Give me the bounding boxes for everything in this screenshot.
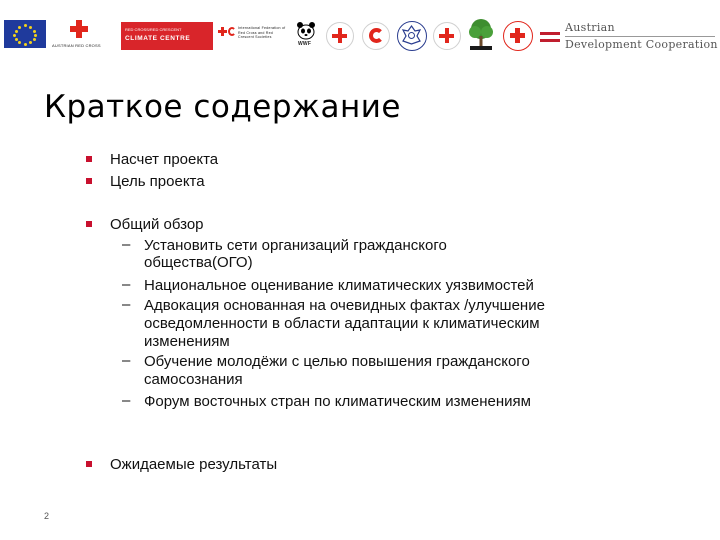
sub-bullet-dash: – (122, 392, 131, 409)
austrian-dev-line1: Austrian (565, 21, 615, 34)
bullet-item: Насчет проекта (110, 151, 219, 168)
sub-bullet-line: самосознания (144, 371, 243, 388)
sub-bullet-line: Установить сети организаций гражданского (144, 237, 447, 254)
sub-bullet-dash: – (122, 276, 131, 293)
austrian-dev-line2: Development Cooperation (565, 38, 718, 51)
ifrc-caption: International Federation of Red Cross and Red Crescent Societies (238, 26, 286, 39)
austrian-red-cross-caption: AUSTRIAN RED CROSS (52, 43, 101, 48)
sub-bullet-line: осведомленности в области адаптации к климатическим (144, 315, 540, 332)
bullet-marker (86, 221, 92, 227)
climate-centre-title: CLIMATE CENTRE (125, 35, 191, 42)
wwf-caption: WWF (298, 41, 312, 47)
climate-centre-small-text: RED CROSS/RED CRESCENT (125, 27, 182, 32)
sub-bullet-dash: – (122, 236, 131, 253)
bullet-marker (86, 461, 92, 467)
slide-title: Краткое содержание (44, 89, 401, 125)
page-number: 2 (44, 511, 50, 521)
bullet-marker (86, 156, 92, 162)
sub-bullet-dash: – (122, 352, 131, 369)
sub-bullet-line: Обучение молодёжи с целью повышения гражданского (144, 353, 530, 370)
bullet-item: Цель проекта (110, 173, 205, 190)
bullet-item: Ожидаемые результаты (110, 456, 278, 473)
sub-bullet-line: Адвокация основанная на очевидных фактах /улучшение (144, 297, 545, 314)
sub-bullet-line: Национальное оценивание климатических уязвимостей (144, 277, 534, 294)
sub-bullet-dash: – (122, 296, 131, 313)
sub-bullet-line: изменениям (144, 333, 230, 350)
sub-bullet-line: общества(ОГО) (144, 254, 253, 271)
bullet-item: Общий обзор (110, 216, 204, 233)
sub-bullet-line: Форум восточных стран по климатическим изменениям (144, 393, 531, 410)
bullet-marker (86, 178, 92, 184)
